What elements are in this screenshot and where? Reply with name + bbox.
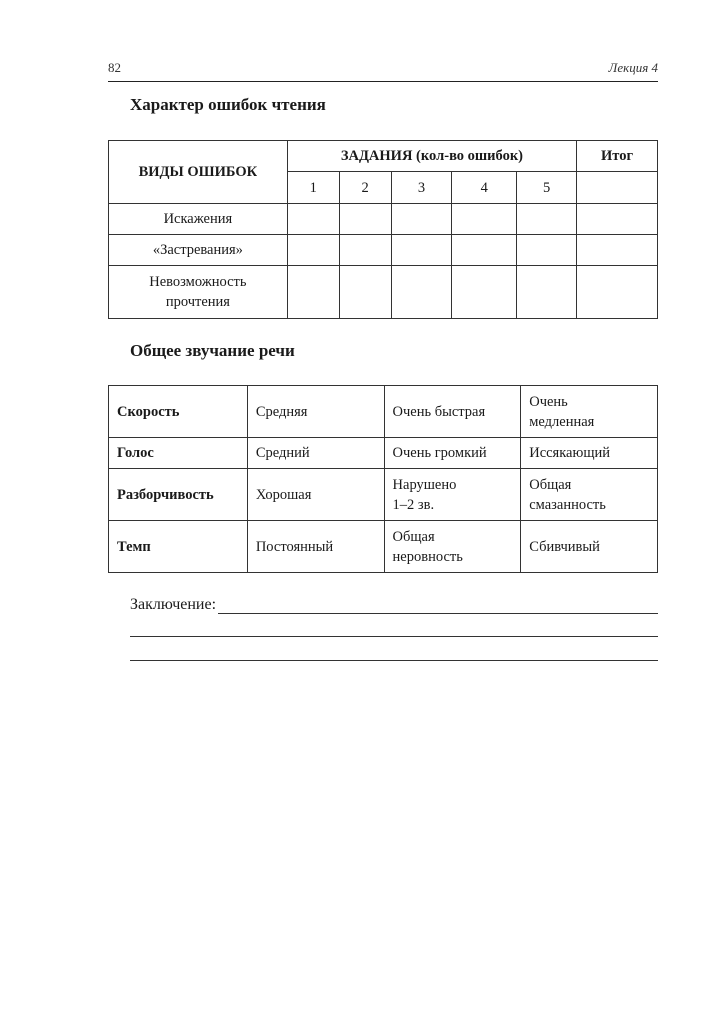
row-label: «Застревания» [109, 235, 288, 266]
cell-line: неровность [392, 548, 463, 565]
empty-cell [339, 204, 391, 235]
empty-cell [452, 204, 517, 235]
cell: Средняя [247, 386, 384, 438]
cell [521, 469, 658, 521]
table-header-row [109, 141, 658, 172]
table-row [109, 438, 658, 469]
cell [384, 469, 521, 521]
row-label-speed: Скорость [109, 386, 248, 438]
task-number: 3 [391, 172, 452, 204]
empty-cell [452, 266, 517, 319]
cell: Постоянный [247, 521, 384, 573]
header-tasks: ЗАДАНИЯ (кол-во ошибок) [287, 141, 576, 172]
cell [384, 521, 521, 573]
table-row [109, 204, 658, 235]
cell [521, 386, 658, 438]
conclusion-blank[interactable] [218, 598, 658, 614]
header-error-types: ВИДЫ ОШИБОК [109, 141, 288, 204]
page-number: 82 [108, 60, 121, 75]
empty-cell [517, 204, 577, 235]
cell-line: Очень [529, 393, 568, 410]
table-row [109, 266, 658, 319]
row-label-line: прочтения [165, 294, 230, 310]
conclusion-blank-line[interactable] [130, 636, 658, 637]
speech-sound-table [108, 385, 658, 573]
row-label-line: Невозможность [149, 274, 247, 290]
empty-cell [577, 204, 658, 235]
section-title-reading-errors: Характер ошибок чтения [130, 95, 326, 114]
empty-cell [517, 235, 577, 266]
reading-errors-table [108, 140, 658, 319]
empty-cell [339, 235, 391, 266]
row-label: Искажения [109, 204, 288, 235]
empty-cell [577, 235, 658, 266]
empty-cell [339, 266, 391, 319]
conclusion-label: Заключение: [130, 596, 217, 613]
row-label-intelligibility: Разборчивость [109, 469, 248, 521]
task-number: 4 [452, 172, 517, 204]
conclusion-blank-line[interactable] [130, 660, 658, 661]
table-row [109, 386, 658, 438]
cell: Иссякающий [521, 438, 658, 469]
task-number: 5 [517, 172, 577, 204]
total-empty [577, 172, 658, 204]
cell: Очень быстрая [384, 386, 521, 438]
empty-cell [517, 266, 577, 319]
task-number: 2 [339, 172, 391, 204]
table-row [109, 235, 658, 266]
cell: Хорошая [247, 469, 384, 521]
empty-cell [391, 266, 452, 319]
table-row [109, 521, 658, 573]
lecture-label: Лекция 4 [608, 60, 658, 75]
empty-cell [287, 204, 339, 235]
cell-line: смазанность [529, 496, 606, 513]
cell-line: медленная [529, 413, 595, 430]
cell-line: Общая [529, 476, 572, 493]
cell-line: Нарушено [392, 476, 457, 493]
cell-line: Общая [392, 528, 435, 545]
cell: Очень громкий [384, 438, 521, 469]
section-title-speech-sound: Общее звучание речи [130, 341, 295, 360]
task-number: 1 [287, 172, 339, 204]
empty-cell [577, 266, 658, 319]
cell: Сбивчивый [521, 521, 658, 573]
empty-cell [287, 266, 339, 319]
row-label-tempo: Темп [109, 521, 248, 573]
row-label-voice: Голос [109, 438, 248, 469]
empty-cell [391, 204, 452, 235]
header-divider [108, 81, 658, 82]
conclusion-line [130, 596, 658, 614]
empty-cell [287, 235, 339, 266]
header-total: Итог [577, 141, 658, 172]
cell-line: 1–2 зв. [392, 496, 435, 513]
empty-cell [452, 235, 517, 266]
cell: Средний [247, 438, 384, 469]
empty-cell [391, 235, 452, 266]
row-label [109, 266, 288, 319]
table-row [109, 469, 658, 521]
